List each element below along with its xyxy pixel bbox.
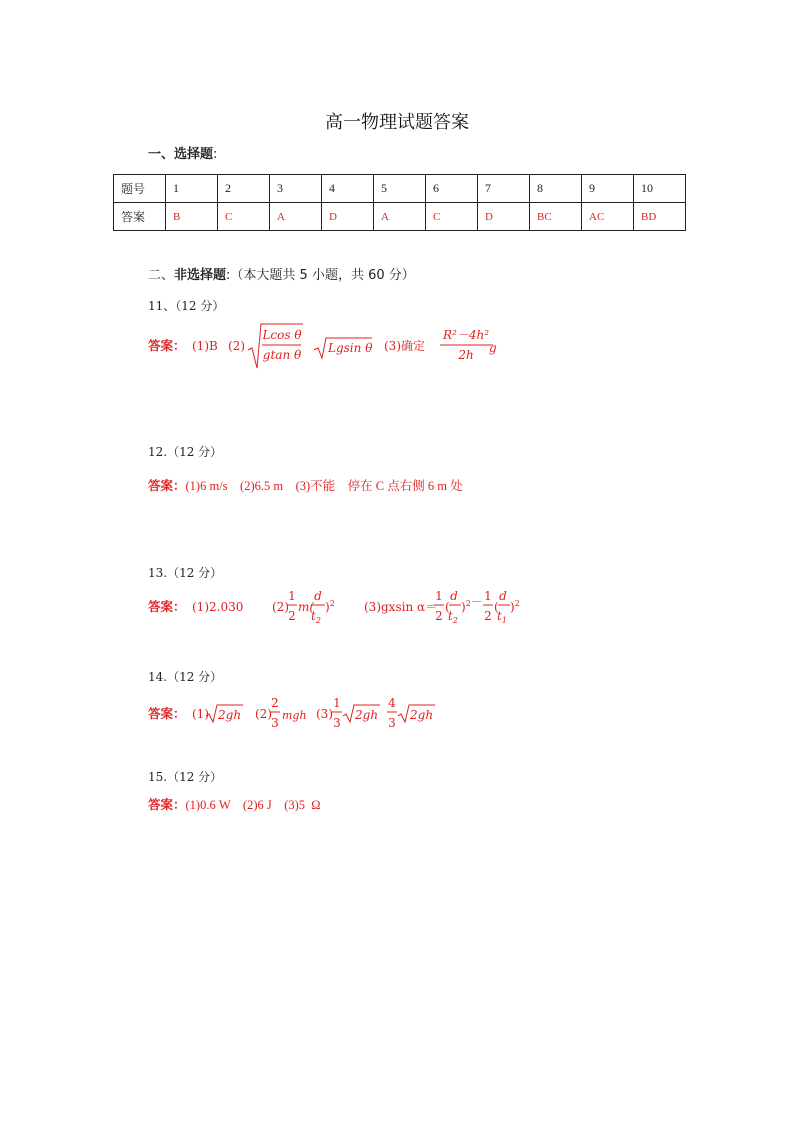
table-cell-number: 10	[634, 175, 686, 203]
q11-lead: 答案：	[148, 338, 186, 353]
q13-a-den: 2	[435, 609, 443, 623]
section1-heading	[148, 143, 217, 162]
table-cell-answer: C	[218, 203, 270, 231]
q13-part2: (2)	[272, 600, 289, 614]
q14-rad2: 2gh	[355, 708, 379, 722]
q14-one: 1	[333, 696, 341, 710]
table-cell-number: 6	[426, 175, 478, 203]
q13-b-num: 1	[484, 589, 492, 603]
q13-m: m(	[298, 600, 315, 614]
q15-header: 15.（12 分）	[148, 770, 223, 784]
q14-header: 14.（12 分）	[148, 670, 223, 684]
q13-b-open: (	[494, 600, 499, 614]
table-cell-answer: A	[374, 203, 426, 231]
q15-text: (1)0.6 W (2)6 J (3)5 Ω	[185, 798, 321, 812]
q13-lead: 答案：	[148, 599, 186, 614]
q12-answer	[148, 476, 463, 494]
q12-lead: 答案：	[148, 478, 186, 493]
q11-p2-num: Lcos θ	[262, 328, 302, 342]
q14-answer	[148, 692, 508, 740]
q13-answer	[148, 585, 568, 633]
q11-part1: (1)B	[192, 339, 218, 353]
table-cell-number: 1	[166, 175, 218, 203]
q11-p3-tail: g	[489, 341, 497, 355]
table-cell-answer: BC	[530, 203, 582, 231]
q14-part2: (2)	[255, 707, 272, 721]
q11-part2: (2)	[228, 339, 245, 353]
table-cell-answer: BD	[634, 203, 686, 231]
q14-part3: (3)	[316, 707, 333, 721]
q13-b-close: )$^2$	[510, 599, 520, 614]
q15-lead: 答案：	[148, 797, 186, 812]
table-cell-answer: A	[270, 203, 322, 231]
q14-p2-tail: mgh	[282, 709, 307, 722]
q11-p3-num: R²－4h²	[442, 328, 490, 342]
section2-note: :（本大题共 5 小题，共 60 分）	[226, 268, 415, 283]
q14-three-c: 3	[388, 716, 396, 730]
table-row-answers	[114, 203, 686, 231]
q14-two: 2	[271, 696, 279, 710]
q13-a-num: 1	[435, 589, 443, 603]
q11-p2-den: gtan θ	[262, 348, 302, 362]
q11-part3: (3)确定	[384, 339, 425, 353]
table-cell-answer: D	[478, 203, 530, 231]
q11-answer	[148, 322, 568, 374]
q11-formula	[148, 322, 568, 370]
table-cell-number: 8	[530, 175, 582, 203]
q13-a-t2: $t_2$	[448, 609, 458, 625]
q11-p2b: Lgsin θ	[328, 341, 373, 355]
q14-four: 4	[388, 696, 396, 710]
q13-close: )$^2$	[325, 599, 335, 614]
section1-colon: :	[213, 147, 218, 162]
table-row-numbers	[114, 175, 686, 203]
q12-text: (1)6 m/s (2)6.5 m (3)不能 停在 C 点右侧 6 m 处	[185, 479, 463, 493]
q14-three: 3	[271, 716, 279, 730]
q13-part1: (1)2.030	[192, 600, 244, 614]
table-cell-number: 5	[374, 175, 426, 203]
q13-part3: (3)gxsin α＝	[364, 600, 438, 614]
page-title: 高一物理试题答案	[325, 112, 469, 133]
q13-a-d: d	[450, 589, 458, 603]
q13-half-num: 1	[288, 589, 296, 603]
q13-a-open: (	[445, 600, 450, 614]
q13-b-d: d	[499, 589, 507, 603]
table-cell-answer: C	[426, 203, 478, 231]
q14-rad1: 2gh	[218, 708, 242, 722]
section1-heading-text: 一、选择题	[148, 147, 214, 162]
table-cell-number: 2	[218, 175, 270, 203]
table-cell-answer: AC	[582, 203, 634, 231]
table-cell-number: 4	[322, 175, 374, 203]
section2-prefix: 二、	[148, 268, 175, 283]
q13-formula	[148, 585, 568, 629]
q14-formula	[148, 692, 508, 736]
q14-rad3: 2gh	[410, 708, 434, 722]
answer-table	[113, 174, 686, 231]
table-label-number: 题号	[114, 175, 166, 203]
q13-a-close: )$^2$－	[461, 595, 483, 614]
q14-lead: 答案：	[148, 706, 186, 721]
section2-heading-text: 非选择题	[174, 268, 227, 283]
q14-three-b: 3	[333, 716, 341, 730]
section2-heading	[148, 264, 415, 283]
q13-header: 13.（12 分）	[148, 566, 223, 580]
table-cell-answer: D	[322, 203, 374, 231]
q13-t2: $t_2$	[311, 609, 321, 625]
table-cell-number: 3	[270, 175, 322, 203]
table-cell-number: 9	[582, 175, 634, 203]
q13-b-t1: $t_1$	[497, 609, 507, 625]
q14-part1: (1)	[192, 707, 209, 721]
q15-answer	[148, 795, 321, 813]
q13-half-den: 2	[288, 609, 296, 623]
q11-p3-den: 2h	[458, 348, 474, 362]
q12-header: 12.（12 分）	[148, 445, 223, 459]
q11-header: 11、（12 分）	[148, 299, 225, 313]
q13-b-den: 2	[484, 609, 492, 623]
table-label-answer: 答案	[114, 203, 166, 231]
table-cell-answer: B	[166, 203, 218, 231]
q13-d: d	[314, 589, 322, 603]
table-cell-number: 7	[478, 175, 530, 203]
